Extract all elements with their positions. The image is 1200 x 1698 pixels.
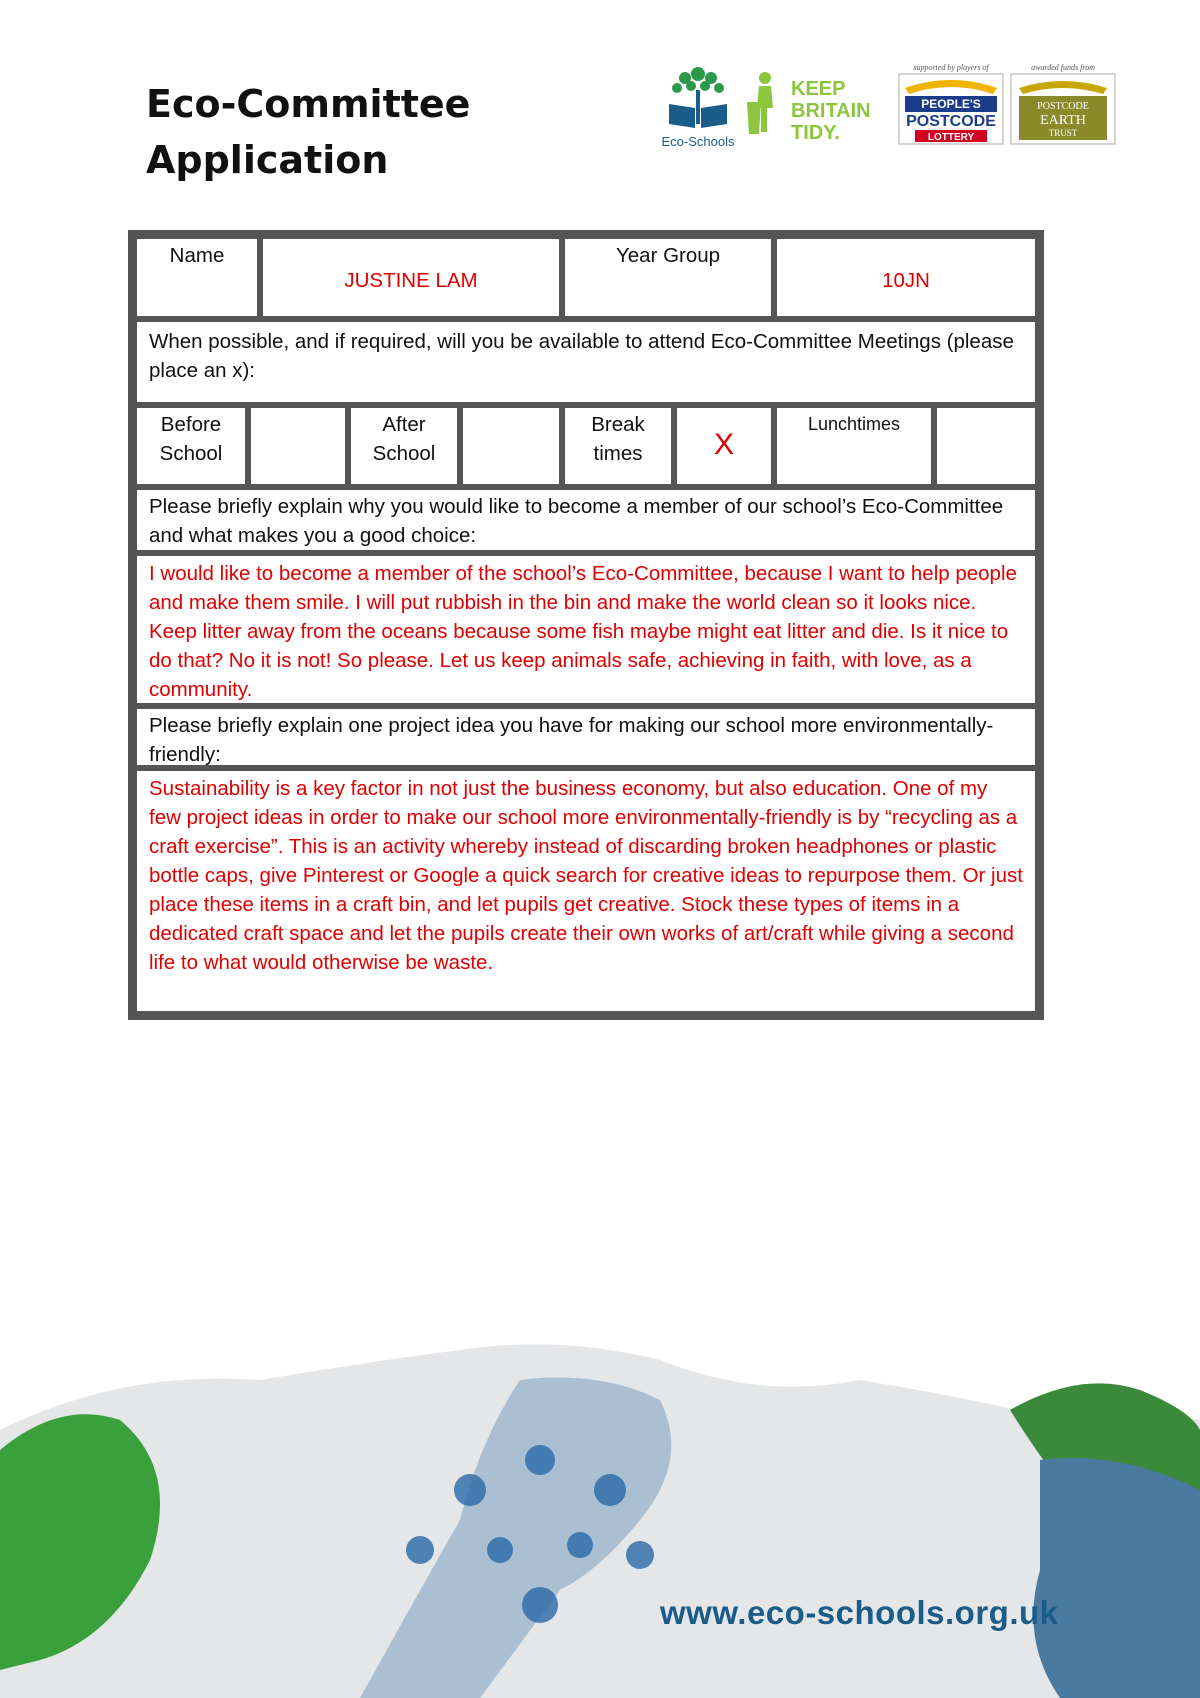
title-line-2: Application xyxy=(146,138,389,182)
lunchtimes-checkbox[interactable] xyxy=(933,404,1039,488)
ppl-word-2: POSTCODE xyxy=(906,113,996,130)
website-url[interactable]: www.eco-schools.org.uk xyxy=(660,1594,1059,1631)
year-group-label: Year Group xyxy=(615,244,721,267)
year-label-cell xyxy=(561,235,775,320)
after-school-checkbox[interactable] xyxy=(459,404,563,488)
kbt-word-2: BRITAIN xyxy=(791,100,871,122)
project-prompt: Please briefly explain one project idea you have for making our school more environmentally-friendly: xyxy=(149,714,994,766)
title-line-1: Eco-Committee xyxy=(146,82,471,126)
pet-word-1: POSTCODE xyxy=(1037,101,1089,112)
after-school-label: After School xyxy=(372,413,436,465)
kbt-word-3: TIDY. xyxy=(791,122,840,144)
break-times-label-cell xyxy=(561,404,675,488)
kbt-word-1: KEEP xyxy=(791,78,846,100)
name-label-cell xyxy=(133,235,261,320)
pet-caption: awarded funds from xyxy=(1031,63,1095,72)
availability-prompt-cell xyxy=(133,318,1039,406)
break-times-label: Break times xyxy=(591,413,645,465)
why-answer: I would like to become a member of the school’s Eco-Committee, because I want to help people and make them smile. I will put rubbish in the bin and make the world clean so it looks nice. Keep litter away from the oceans because some fish maybe might eat litter and die. Is it nice to do that? No it is not! So please. Let us keep animals safe, achieving in faith, with love, as a community. xyxy=(149,562,1017,701)
break-times-checkbox[interactable] xyxy=(673,404,775,488)
project-answer: Sustainability is a key factor in not just the business economy, but also education. One of my few project ideas in order to make our school more environmentally-friendly is by “recycling as a craft exercise”. This is an activity whereby instead of discarding broken headphones or plastic bottle caps, give Pinterest or Google a quick search for creative ideas to repurpose them. Or just place these items in a craft bin, and let pupils get creative. Stock these types of items in a dedicated craft space and let the pupils create their own works of art/craft while giving a second life to what would otherwise be waste. xyxy=(149,777,1023,974)
project-prompt-cell xyxy=(133,705,1039,769)
name-label: Name xyxy=(169,244,225,267)
keep-britain-tidy-logo xyxy=(739,68,887,148)
year-group-field[interactable] xyxy=(773,235,1039,320)
eco-schools-logo xyxy=(655,60,741,152)
before-school-checkbox[interactable] xyxy=(247,404,349,488)
lunchtimes-label-cell xyxy=(773,404,935,488)
before-school-label: Before School xyxy=(159,413,223,465)
pet-word-2: EARTH xyxy=(1040,113,1086,128)
why-answer-field[interactable] xyxy=(133,552,1039,707)
pet-word-3: TRUST xyxy=(1048,128,1078,138)
peoples-postcode-lottery-logo xyxy=(895,62,1007,148)
name-value: JUSTINE LAM xyxy=(344,269,478,292)
postcode-earth-trust-logo xyxy=(1007,62,1119,148)
ppl-word-3: LOTTERY xyxy=(927,132,975,143)
application-form xyxy=(128,230,1044,1020)
why-prompt: Please briefly explain why you would like to become a member of our school’s Eco-Committee and what makes you a good choice: xyxy=(149,495,1004,547)
page-title xyxy=(146,76,470,188)
project-answer-field[interactable] xyxy=(133,767,1039,1015)
break-times-mark: X xyxy=(713,428,734,461)
availability-prompt: When possible, and if required, will you be available to attend Eco-Committee Meetings (please place an x): xyxy=(149,330,1014,382)
after-school-label-cell xyxy=(347,404,461,488)
before-school-label-cell xyxy=(133,404,249,488)
lunchtimes-label: Lunchtimes xyxy=(807,414,901,434)
name-field[interactable] xyxy=(259,235,563,320)
ppl-caption: supported by players of xyxy=(913,63,989,72)
ppl-word-1: PEOPLE'S xyxy=(921,97,981,111)
earth-hill-illustration xyxy=(0,1340,1200,1698)
why-prompt-cell xyxy=(133,486,1039,554)
partner-logos xyxy=(655,60,1125,160)
year-group-value: 10JN xyxy=(882,269,930,292)
eco-schools-wordmark: Eco-Schools xyxy=(661,134,735,149)
